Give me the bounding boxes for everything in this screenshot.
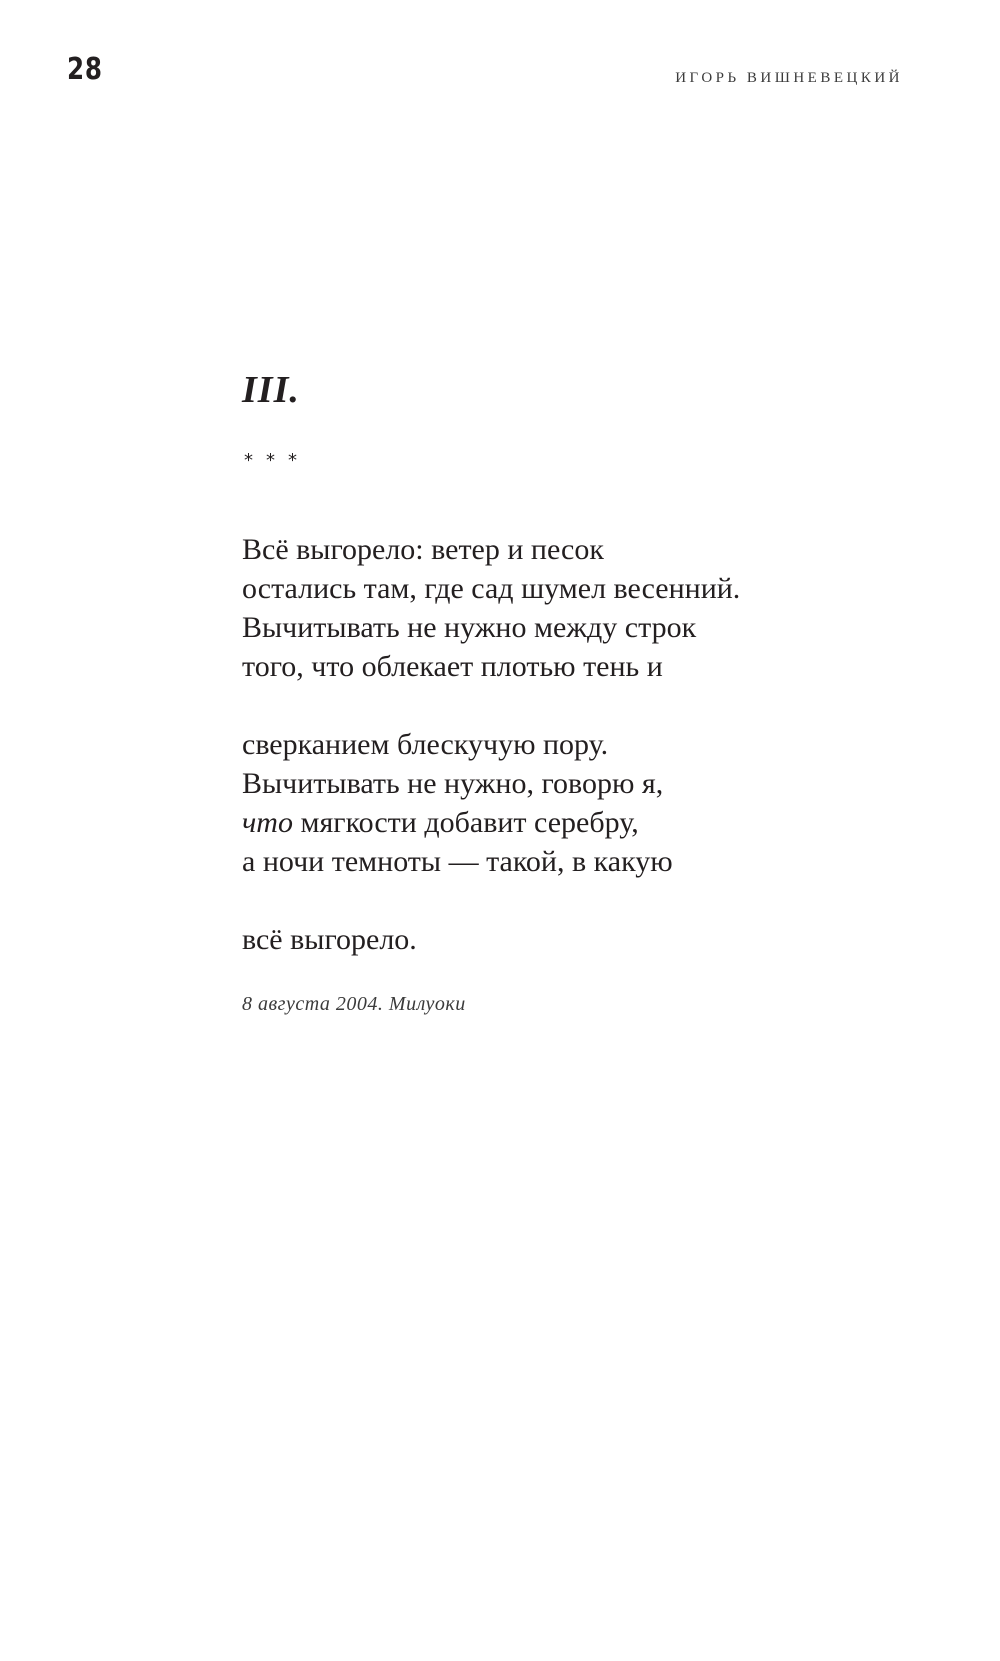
stanza-1 xyxy=(242,530,740,686)
poem-line-rest: мягкости добавит серебру, xyxy=(292,806,639,839)
poem-line: остались там, где сад шумел весенний. xyxy=(242,572,741,605)
page-number: 28 xyxy=(67,52,103,87)
section-title: III. xyxy=(242,369,300,411)
dateline: 8 августа 2004. Милуоки xyxy=(242,993,466,1015)
asterism-divider: *** xyxy=(244,450,310,471)
italic-emphasis: что xyxy=(242,806,293,839)
stanza-2 xyxy=(242,725,740,881)
poem-line xyxy=(242,803,740,842)
poem-line: Вычитывать не нужно между строк xyxy=(242,611,697,644)
poem-line: Всё выгорело: ветер и песок xyxy=(242,533,604,566)
poem-line: а ночи темноты — такой, в какую xyxy=(242,845,673,878)
running-head-author: ИГОРЬ ВИШНЕВЕЦКИЙ xyxy=(675,70,903,86)
poem-line: сверканием блескучую пору. xyxy=(242,728,609,761)
poem-line: Вычитывать не нужно, говорю я, xyxy=(242,767,664,800)
stanza-3 xyxy=(242,920,740,959)
poem-body xyxy=(242,530,740,959)
poem-line: всё выгорело. xyxy=(242,923,417,956)
poem-line: того, что облекает плотью тень и xyxy=(242,650,663,683)
